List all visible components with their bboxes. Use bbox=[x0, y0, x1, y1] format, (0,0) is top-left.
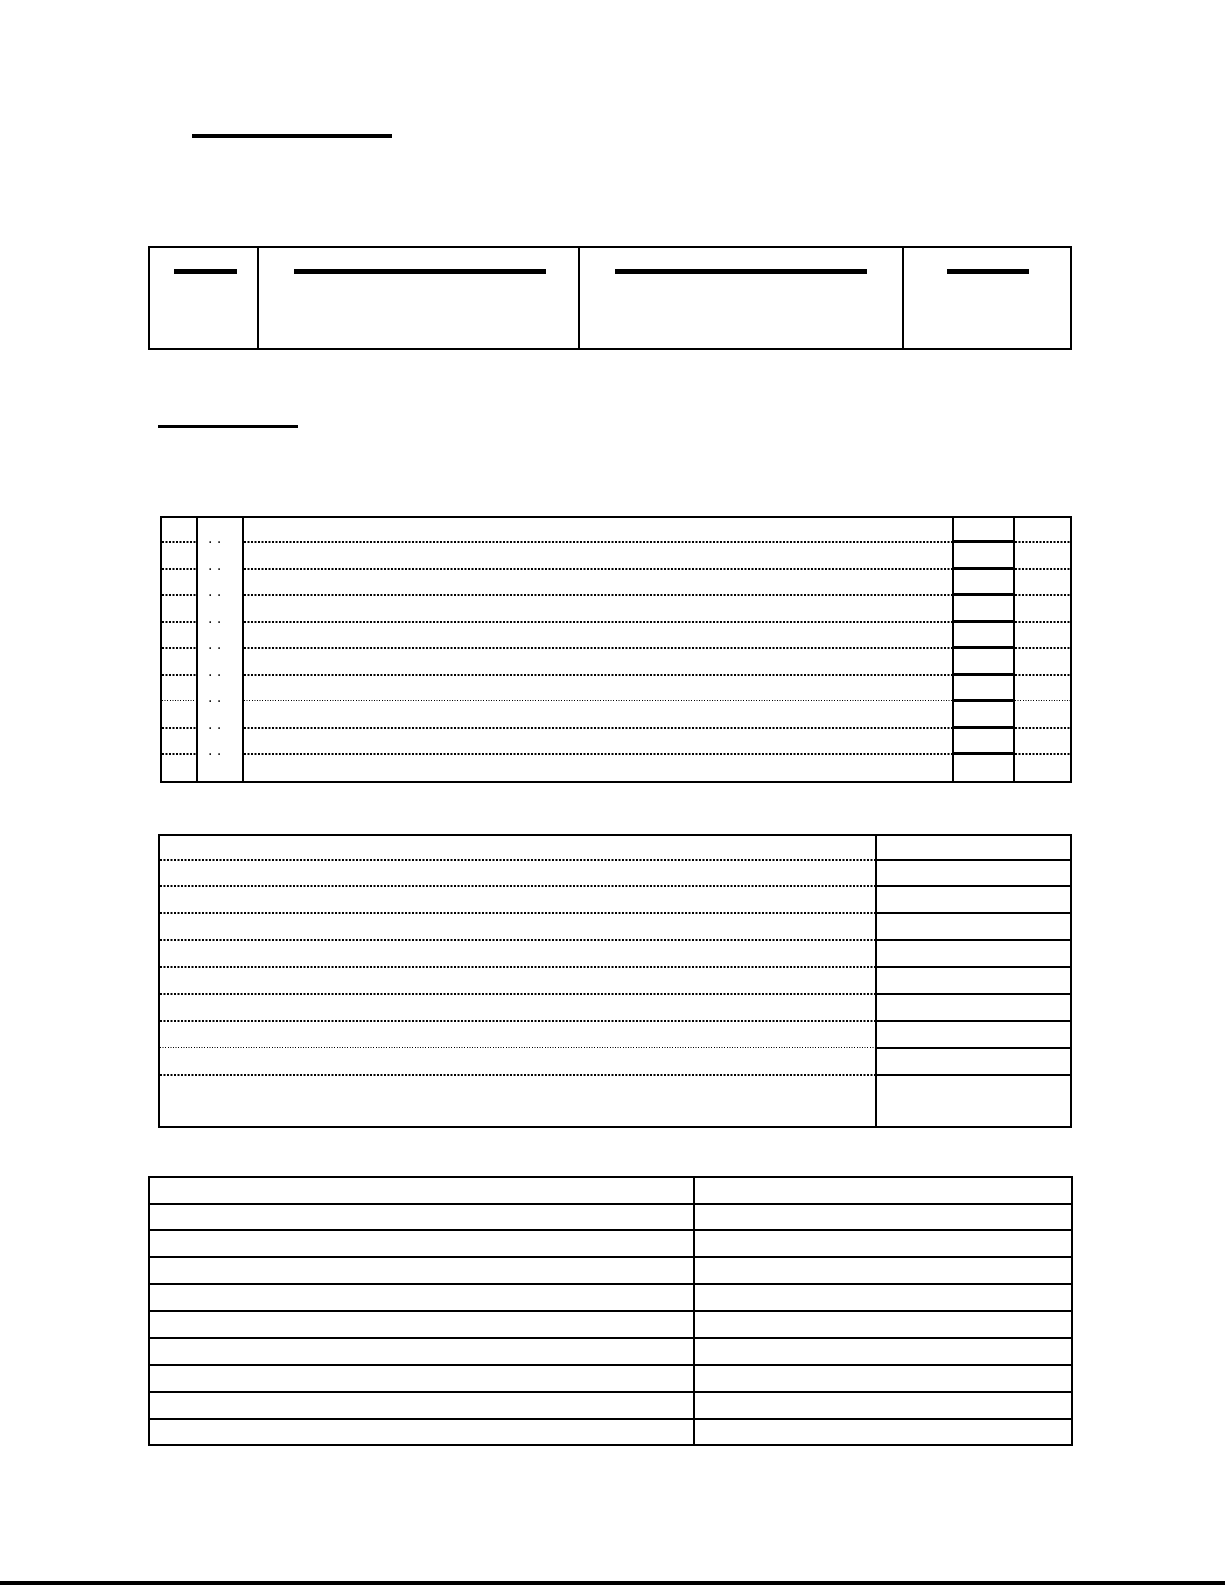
dotted-leader bbox=[1015, 674, 1070, 676]
column-divider bbox=[1013, 518, 1015, 781]
row-number-dots: . . bbox=[208, 557, 222, 574]
cell-border-line bbox=[875, 939, 1070, 941]
cell-border-line bbox=[875, 885, 1070, 887]
dotted-leader bbox=[1015, 700, 1070, 701]
row-number-dots: . . bbox=[208, 531, 222, 547]
dotted-leader bbox=[160, 1074, 875, 1076]
header-table bbox=[148, 246, 1072, 350]
row-number-dots: . . bbox=[208, 610, 222, 627]
cell-border-line bbox=[150, 1418, 1071, 1420]
column-header-underline bbox=[294, 269, 546, 274]
cell-border-line bbox=[875, 1047, 1070, 1049]
dotted-leader bbox=[162, 647, 196, 649]
column-divider bbox=[578, 248, 580, 348]
column-divider bbox=[196, 518, 198, 781]
dotted-leader bbox=[160, 966, 875, 968]
dotted-leader bbox=[244, 568, 952, 570]
cell-border-line bbox=[875, 993, 1070, 995]
title-underline bbox=[192, 134, 392, 138]
row-number-dots: . . bbox=[208, 743, 222, 760]
cell-border-line bbox=[875, 1020, 1070, 1022]
dotted-leader bbox=[162, 541, 196, 543]
dotted-leader bbox=[160, 1020, 875, 1022]
dotted-leader bbox=[244, 674, 952, 676]
cell-heavy-underline bbox=[952, 540, 1013, 543]
cell-border-line bbox=[150, 1256, 1071, 1258]
section-underline bbox=[158, 425, 298, 428]
cell-border-line bbox=[875, 966, 1070, 968]
dotted-leader bbox=[160, 993, 875, 995]
cell-heavy-underline bbox=[952, 620, 1013, 623]
row-number-dots: . . bbox=[208, 584, 222, 601]
dotted-leader bbox=[160, 885, 875, 887]
cell-heavy-underline bbox=[952, 593, 1013, 596]
dotted-leader bbox=[162, 727, 196, 729]
dotted-leader bbox=[162, 568, 196, 570]
row-number-dots: . . bbox=[208, 637, 222, 654]
row-number-dots: . . bbox=[208, 663, 222, 680]
dotted-leader bbox=[162, 753, 196, 755]
dotted-leader bbox=[1015, 594, 1070, 596]
column-header-underline bbox=[174, 269, 237, 274]
cell-border-line bbox=[150, 1229, 1071, 1231]
dotted-leader bbox=[244, 700, 952, 701]
dotted-leader bbox=[244, 753, 952, 755]
column-header-underline bbox=[947, 269, 1029, 274]
dotted-leader bbox=[160, 912, 875, 914]
cell-border-line bbox=[875, 1074, 1070, 1076]
cell-border-line bbox=[875, 912, 1070, 914]
dotted-leader bbox=[244, 621, 952, 623]
page-bottom-rule bbox=[0, 1581, 1225, 1585]
dotted-leader bbox=[162, 594, 196, 596]
column-divider bbox=[242, 518, 244, 781]
dotted-leader bbox=[1015, 568, 1070, 570]
cell-border-line bbox=[150, 1391, 1071, 1393]
dotted-leader bbox=[1015, 647, 1070, 649]
cell-heavy-underline bbox=[952, 646, 1013, 649]
dotted-leader bbox=[1015, 541, 1070, 543]
cell-heavy-underline bbox=[952, 567, 1013, 570]
dotted-leader bbox=[244, 647, 952, 649]
dotted-leader bbox=[160, 859, 875, 861]
cell-border-line bbox=[150, 1310, 1071, 1312]
dotted-leader bbox=[160, 1047, 875, 1048]
cell-heavy-underline bbox=[952, 673, 1013, 676]
cell-border-line bbox=[875, 859, 1070, 861]
dotted-leader bbox=[162, 621, 196, 623]
grid-table bbox=[148, 1176, 1073, 1446]
row-number-dots: . . bbox=[208, 716, 222, 733]
column-divider bbox=[257, 248, 259, 348]
cell-border-line bbox=[150, 1283, 1071, 1285]
cell-heavy-underline bbox=[952, 699, 1013, 702]
cell-border-line bbox=[150, 1203, 1071, 1205]
dotted-leader bbox=[160, 939, 875, 941]
column-header-underline bbox=[615, 269, 867, 274]
cell-heavy-underline bbox=[952, 726, 1013, 729]
cell-heavy-underline bbox=[952, 752, 1013, 755]
row-number-dots: . . bbox=[208, 690, 222, 707]
dotted-leader bbox=[162, 674, 196, 676]
column-divider bbox=[875, 836, 877, 1126]
column-divider bbox=[902, 248, 904, 348]
list-table bbox=[160, 516, 1072, 783]
dotted-leader bbox=[1015, 727, 1070, 729]
dotted-leader bbox=[1015, 753, 1070, 755]
dotted-leader bbox=[244, 594, 952, 596]
dotted-leader bbox=[244, 541, 952, 543]
amount-table bbox=[158, 834, 1072, 1128]
dotted-leader bbox=[162, 700, 196, 701]
dotted-leader bbox=[1015, 621, 1070, 623]
dotted-leader bbox=[244, 727, 952, 729]
cell-border-line bbox=[150, 1364, 1071, 1366]
cell-border-line bbox=[150, 1337, 1071, 1339]
column-divider bbox=[952, 518, 954, 781]
